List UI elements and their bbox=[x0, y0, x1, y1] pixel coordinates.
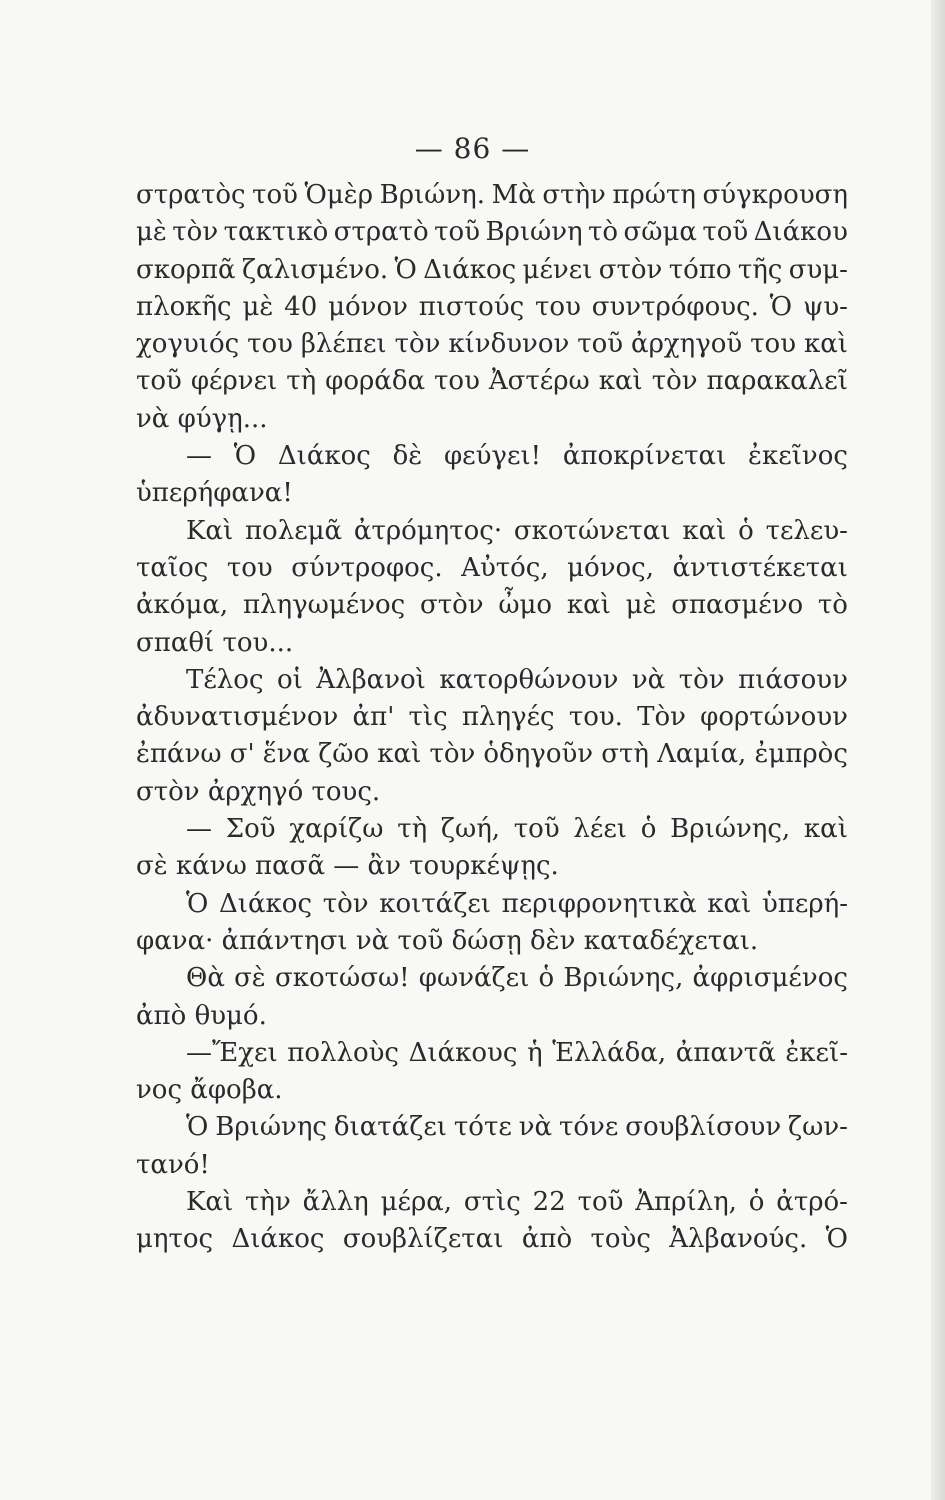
text-line: ἀδυνατισμένον ἀπ' τὶς πληγές του. Τὸν φορτώνουν bbox=[136, 702, 848, 733]
text-line: ὑπερήφανα! bbox=[136, 478, 293, 509]
text-line: μὲ τὸν τακτικὸ στρατὸ τοῦ Βριώνη τὸ σῶμα τοῦ Διάκου bbox=[136, 217, 848, 248]
text-line: νος ἄφοβα. bbox=[136, 1075, 283, 1106]
text-line: Τέλος οἱ Ἀλβανοὶ κατορθώνουν νὰ τὸν πιάσουν bbox=[186, 664, 848, 695]
page-number: — 86 — bbox=[414, 132, 531, 165]
text-line: — Σοῦ χαρίζω τὴ ζωή, τοῦ λέει ὁ Βριώνης, καὶ bbox=[186, 814, 848, 845]
text-line: ἀκόμα, πληγωμένος στὸν ὦμο καὶ μὲ σπασμένο τὸ bbox=[136, 590, 848, 621]
text-line: Θὰ σὲ σκοτώσω! φωνάζει ὁ Βριώνης, ἀφρισμένος bbox=[186, 963, 848, 994]
text-line: ἐπάνω σ' ἕνα ζῶο καὶ τὸν ὁδηγοῦν στὴ Λαμία, ἐμπρὸς bbox=[136, 739, 848, 770]
body-text bbox=[136, 177, 848, 1259]
text-line: στρατὸς τοῦ Ὁμὲρ Βριώνη. Μὰ στὴν πρώτη σύγκρουση bbox=[136, 180, 848, 210]
text-line: Καὶ τὴν ἄλλη μέρα, στὶς 22 τοῦ Ἀπρίλη, ὁ ἀτρό- bbox=[186, 1187, 848, 1218]
text-line: τοῦ φέρνει τὴ φοράδα του Ἀστέρω καὶ τὸν παρακαλεῖ bbox=[136, 366, 848, 397]
text-line: ἀπὸ θυμό. bbox=[136, 1000, 267, 1031]
text-line: —Ἔχει πολλοὺς Διάκους ἡ Ἑλλάδα, ἀπαντᾶ ἐκεῖ- bbox=[186, 1037, 848, 1068]
text-line: — Ὁ Διάκος δὲ φεύγει! ἀποκρίνεται ἐκεῖνος bbox=[186, 441, 848, 472]
text-line: τανό! bbox=[136, 1149, 210, 1180]
text-line: πλοκῆς μὲ 40 μόνον πιστούς του συντρόφους. Ὁ ψυ- bbox=[136, 291, 848, 322]
text-line: σκορπᾶ ζαλισμένο. Ὁ Διάκος μένει στὸν τόπο τῆς συμ- bbox=[136, 254, 848, 285]
page-edge bbox=[931, 0, 945, 1500]
text-line: Ὁ Διάκος τὸν κοιτάζει περιφρονητικὰ καὶ ὑπερή- bbox=[186, 888, 848, 919]
text-line: σπαθί του... bbox=[136, 627, 294, 658]
text-line: σὲ κάνω πασᾶ — ἂν τουρκέψῃς. bbox=[136, 851, 559, 882]
text-line: Καὶ πολεμᾶ ἀτρόμητος· σκοτώνεται καὶ ὁ τελευ- bbox=[186, 515, 848, 546]
text-line: ταῖος του σύντροφος. Αὐτός, μόνος, ἀντιστέκεται bbox=[136, 552, 848, 583]
text-line: φανα· ἀπάντησι νὰ τοῦ δώσῃ δὲν καταδέχεται. bbox=[136, 925, 759, 956]
text-line: στὸν ἀρχηγό τους. bbox=[136, 776, 381, 807]
text-line: νὰ φύγῃ... bbox=[136, 403, 268, 434]
text-line: Ὁ Βριώνης διατάζει τότε νὰ τόνε σουβλίσουν ζων- bbox=[186, 1112, 848, 1143]
text-line: μητος Διάκος σουβλίζεται ἀπὸ τοὺς Ἀλβανούς. Ὁ bbox=[136, 1224, 848, 1255]
text-line: χογυιός του βλέπει τὸν κίνδυνον τοῦ ἀρχηγοῦ του καὶ bbox=[136, 329, 848, 360]
